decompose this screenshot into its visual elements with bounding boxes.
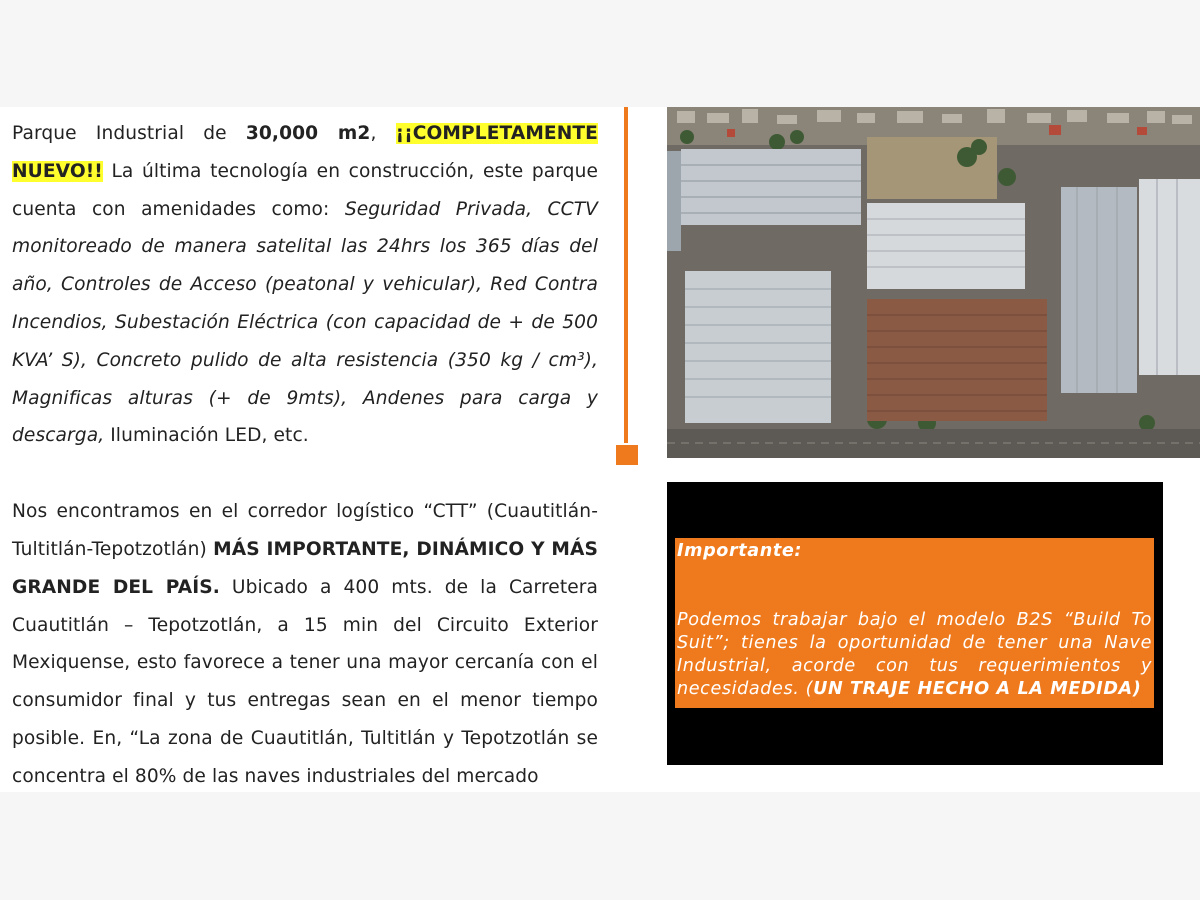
text-segment: ,	[370, 123, 396, 144]
important-notice-box	[667, 482, 1163, 765]
highlighted-new-label: ¡¡COMPLETAMENTE NUEVO!!	[12, 123, 598, 182]
area-value: 30,000 m2	[245, 123, 371, 144]
text-segment: Iluminación LED, etc.	[104, 425, 309, 447]
bold-claim: MÁS IMPORTANTE, DINÁMICO Y MÁS GRANDE DEL PAÍS.	[12, 538, 598, 598]
notice-body	[677, 609, 1152, 701]
text-segment: Ubicado a 400 mts. de la Carretera Cuautitlán – Tepotzotlán, a 15 min del Circuito Exterior Mexiquense, esto favorece a tener una mayor cercanía con el consumidor final y tus entregas sean en el menor tiempo posible. En, “La zona de Cuautitlán, Tultitlán y Tepotzotlán se concentra el 80% de las naves industriales del mercado	[12, 576, 598, 787]
description-column	[12, 115, 598, 792]
notice-bold-tagline: UN TRAJE HECHO A LA MEDIDA)	[813, 679, 1142, 699]
notice-body-text: Podemos trabajar bajo el modelo B2S “Build To Suit”; tienes la oportunidad de tener una Nave Industrial, acorde con tus requerimientos y necesidades. (	[677, 610, 1152, 699]
notice-orange-panel	[675, 538, 1154, 708]
text-segment: La última tecnología en construcción, este parque cuenta con amenidades como:	[12, 160, 598, 220]
listing-content	[0, 107, 1200, 792]
aerial-photo-industrial-park	[667, 107, 1200, 458]
text-segment: Nos encontramos en el corredor logístico “CTT” (Cuautitlán-Tultitlán-Tepotzotlán)	[12, 501, 598, 560]
amenities-list: Seguridad Privada, CCTV monitoreado de manera satelital las 24hrs los 365 días del año, Controles de Acceso (peatonal y vehicular), Red Contra Incendios, Subestación Eléctrica (con capacidad de + de 500 KVA’ S), Concreto pulido de alta resistencia (350 kg / cm³), Magnificas alturas (+ de 9mts), Andenes para carga y descarga,	[12, 198, 598, 447]
orange-divider-line	[624, 107, 628, 443]
description-paragraph-2	[12, 493, 598, 792]
notice-title: Importante:	[677, 541, 803, 561]
orange-divider-square	[616, 445, 638, 465]
text-segment: Parque Industrial de	[12, 123, 246, 144]
description-paragraph-1	[12, 115, 598, 455]
